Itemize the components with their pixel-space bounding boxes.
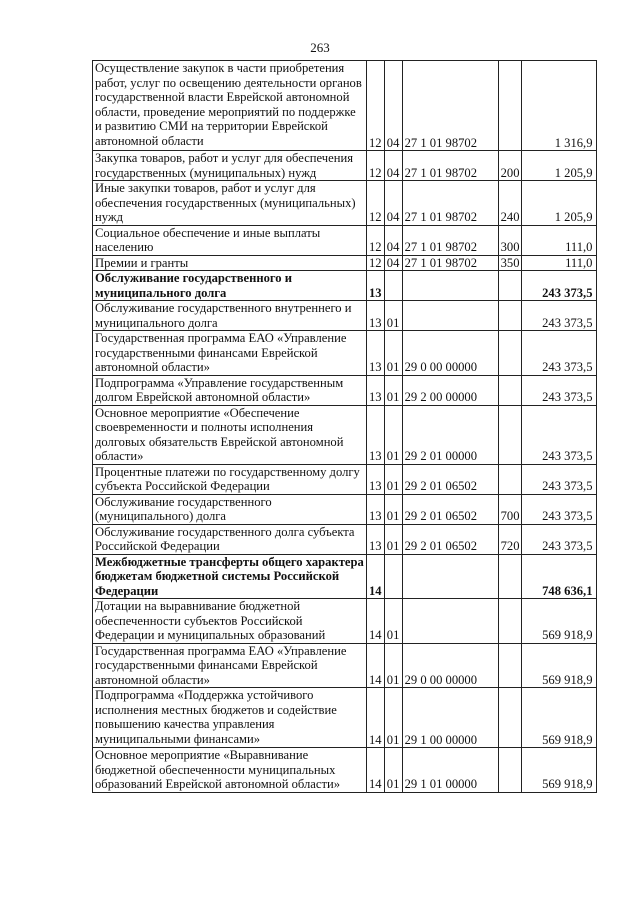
row-expense-type-cell: 720: [498, 524, 522, 554]
row-subsection-cell: 04: [384, 181, 402, 226]
page-number: 263: [310, 40, 330, 55]
table-row: [93, 405, 597, 464]
row-expense-type-cell: [498, 331, 522, 376]
row-amount-cell: 243 373,5: [522, 464, 597, 494]
row-amount-cell: 1 205,9: [522, 151, 597, 181]
row-subsection-cell: 04: [384, 255, 402, 271]
budget-table: [92, 60, 597, 793]
row-target-article-cell: 27 1 01 98702: [402, 181, 498, 226]
row-section-cell: 12: [367, 225, 385, 255]
row-section-cell: 14: [367, 688, 385, 748]
row-target-article-cell: 27 1 01 98702: [402, 151, 498, 181]
row-amount-cell: 243 373,5: [522, 301, 597, 331]
row-target-article-cell: 29 2 01 06502: [402, 494, 498, 524]
row-expense-type-cell: [498, 271, 522, 301]
row-amount-cell: 111,0: [522, 255, 597, 271]
row-subsection-cell: 01: [384, 301, 402, 331]
row-subsection-cell: 04: [384, 151, 402, 181]
row-name-cell: Подпрограмма «Управление государственным долгом Еврейской автономной области»: [93, 375, 367, 405]
row-section-cell: 13: [367, 464, 385, 494]
row-subsection-cell: 01: [384, 464, 402, 494]
row-amount-cell: 111,0: [522, 225, 597, 255]
table-row: [93, 151, 597, 181]
row-section-cell: 12: [367, 181, 385, 226]
row-amount-cell: 1 316,9: [522, 61, 597, 151]
row-target-article-cell: 29 2 00 00000: [402, 375, 498, 405]
table-row: [93, 494, 597, 524]
row-target-article-cell: 29 1 01 00000: [402, 748, 498, 793]
table-row: [93, 688, 597, 748]
row-name-cell: Подпрограмма «Поддержка устойчивого исполнения местных бюджетов и содействие повышению качества управления муниципальными финансами»: [93, 688, 367, 748]
row-target-article-cell: 29 0 00 00000: [402, 643, 498, 688]
row-name-cell: Основное мероприятие «Обеспечение своевременности и полноты исполнения долговых обязательств Еврейской автономной области»: [93, 405, 367, 464]
row-name-cell: Обслуживание государственного (муниципального) долга: [93, 494, 367, 524]
row-section-cell: 13: [367, 405, 385, 464]
row-target-article-cell: 29 2 01 06502: [402, 464, 498, 494]
table-row: [93, 643, 597, 688]
row-target-article-cell: [402, 554, 498, 599]
row-expense-type-cell: 200: [498, 151, 522, 181]
row-subsection-cell: 01: [384, 405, 402, 464]
row-section-cell: 14: [367, 599, 385, 644]
row-expense-type-cell: [498, 464, 522, 494]
row-subsection-cell: 01: [384, 688, 402, 748]
row-expense-type-cell: 700: [498, 494, 522, 524]
row-expense-type-cell: [498, 688, 522, 748]
row-amount-cell: 1 205,9: [522, 181, 597, 226]
row-amount-cell: 243 373,5: [522, 494, 597, 524]
row-name-cell: Дотации на выравнивание бюджетной обеспеченности субъектов Российской Федерации и муниципальных образований: [93, 599, 367, 644]
row-amount-cell: 569 918,9: [522, 688, 597, 748]
row-section-cell: 13: [367, 331, 385, 376]
row-target-article-cell: 27 1 01 98702: [402, 225, 498, 255]
table-row: [93, 271, 597, 301]
row-target-article-cell: [402, 301, 498, 331]
row-name-cell: Премии и гранты: [93, 255, 367, 271]
row-expense-type-cell: [498, 643, 522, 688]
row-name-cell: Процентные платежи по государственному долгу субъекта Российской Федерации: [93, 464, 367, 494]
row-target-article-cell: 29 2 01 00000: [402, 405, 498, 464]
row-expense-type-cell: [498, 61, 522, 151]
row-target-article-cell: 27 1 01 98702: [402, 255, 498, 271]
row-subsection-cell: [384, 271, 402, 301]
row-name-cell: Социальное обеспечение и иные выплаты населению: [93, 225, 367, 255]
table-row: [93, 225, 597, 255]
row-expense-type-cell: 350: [498, 255, 522, 271]
row-expense-type-cell: [498, 375, 522, 405]
table-row: [93, 748, 597, 793]
row-name-cell: Основное мероприятие «Выравнивание бюджетной обеспеченности муниципальных образований Еврейской автономной области»: [93, 748, 367, 793]
table-row: [93, 61, 597, 151]
row-amount-cell: 569 918,9: [522, 599, 597, 644]
row-target-article-cell: 27 1 01 98702: [402, 61, 498, 151]
table-row: [93, 375, 597, 405]
table-row: [93, 524, 597, 554]
table-row: [93, 181, 597, 226]
row-target-article-cell: [402, 271, 498, 301]
row-name-cell: Закупка товаров, работ и услуг для обеспечения государственных (муниципальных) нужд: [93, 151, 367, 181]
row-subsection-cell: 04: [384, 225, 402, 255]
row-amount-cell: 748 636,1: [522, 554, 597, 599]
row-target-article-cell: [402, 599, 498, 644]
row-subsection-cell: 04: [384, 61, 402, 151]
row-section-cell: 12: [367, 255, 385, 271]
row-subsection-cell: 01: [384, 599, 402, 644]
row-amount-cell: 243 373,5: [522, 524, 597, 554]
row-name-cell: Осуществление закупок в части приобретения работ, услуг по освещению деятельности органов государственной власти Еврейской автономной области, проведение мероприятий по поддержке и развитию СМИ на территории Еврейской автономной области: [93, 61, 367, 151]
row-section-cell: 14: [367, 554, 385, 599]
row-section-cell: 13: [367, 494, 385, 524]
row-expense-type-cell: [498, 748, 522, 793]
table-row: [93, 554, 597, 599]
row-expense-type-cell: [498, 405, 522, 464]
row-subsection-cell: 01: [384, 524, 402, 554]
row-section-cell: 13: [367, 524, 385, 554]
table-row: [93, 464, 597, 494]
row-name-cell: Иные закупки товаров, работ и услуг для обеспечения государственных (муниципальных) нужд: [93, 181, 367, 226]
row-expense-type-cell: [498, 554, 522, 599]
row-section-cell: 14: [367, 748, 385, 793]
row-subsection-cell: [384, 554, 402, 599]
row-name-cell: Обслуживание государственного долга субъекта Российской Федерации: [93, 524, 367, 554]
row-expense-type-cell: [498, 301, 522, 331]
row-section-cell: 12: [367, 61, 385, 151]
row-name-cell: Межбюджетные трансферты общего характера бюджетам бюджетной системы Российской Федерации: [93, 554, 367, 599]
row-name-cell: Обслуживание государственного и муниципального долга: [93, 271, 367, 301]
row-subsection-cell: 01: [384, 331, 402, 376]
row-name-cell: Государственная программа ЕАО «Управление государственными финансами Еврейской автономной области»: [93, 643, 367, 688]
row-amount-cell: 243 373,5: [522, 271, 597, 301]
row-amount-cell: 569 918,9: [522, 748, 597, 793]
table-row: [93, 301, 597, 331]
row-name-cell: Государственная программа ЕАО «Управление государственными финансами Еврейской автономной области»: [93, 331, 367, 376]
row-target-article-cell: 29 1 00 00000: [402, 688, 498, 748]
row-subsection-cell: 01: [384, 375, 402, 405]
row-amount-cell: 243 373,5: [522, 405, 597, 464]
table-row: [93, 331, 597, 376]
row-target-article-cell: 29 2 01 06502: [402, 524, 498, 554]
table-row: [93, 255, 597, 271]
row-section-cell: 14: [367, 643, 385, 688]
row-subsection-cell: 01: [384, 643, 402, 688]
row-subsection-cell: 01: [384, 494, 402, 524]
row-name-cell: Обслуживание государственного внутреннего и муниципального долга: [93, 301, 367, 331]
budget-table-body: [93, 61, 597, 793]
row-expense-type-cell: 300: [498, 225, 522, 255]
row-section-cell: 13: [367, 301, 385, 331]
row-amount-cell: 243 373,5: [522, 375, 597, 405]
row-section-cell: 13: [367, 375, 385, 405]
row-section-cell: 13: [367, 271, 385, 301]
row-expense-type-cell: 240: [498, 181, 522, 226]
row-target-article-cell: 29 0 00 00000: [402, 331, 498, 376]
row-expense-type-cell: [498, 599, 522, 644]
table-row: [93, 599, 597, 644]
row-amount-cell: 569 918,9: [522, 643, 597, 688]
row-amount-cell: 243 373,5: [522, 331, 597, 376]
row-subsection-cell: 01: [384, 748, 402, 793]
row-section-cell: 12: [367, 151, 385, 181]
